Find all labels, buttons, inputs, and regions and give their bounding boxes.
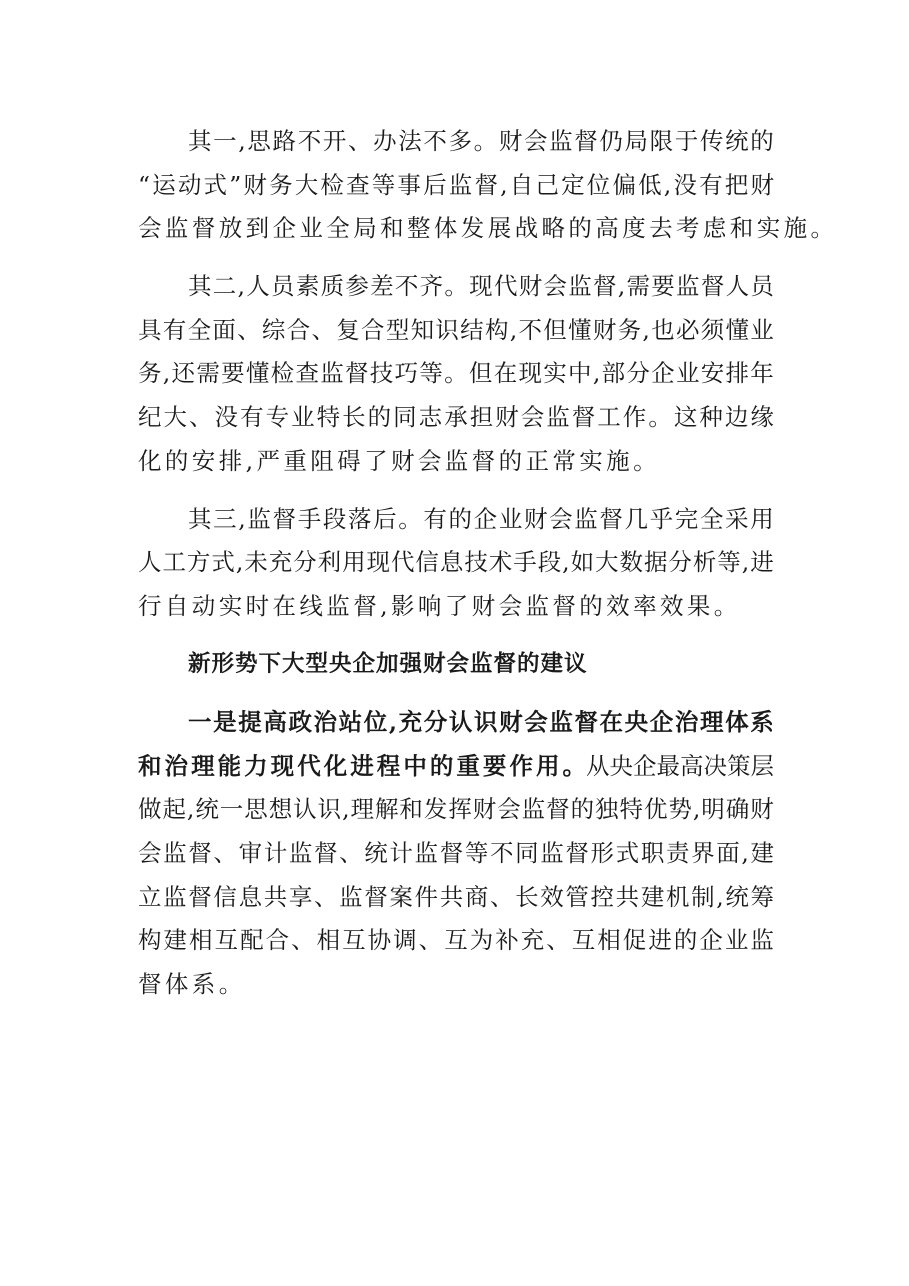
text-line: 其 二 , 人 员 素 质 参 差 不 齐 。 现 代 财 会 监 督 , 需 要 监 督 人 员 xyxy=(188,272,774,301)
paragraph-4-line-7 xyxy=(138,963,774,1007)
paragraph-4-line-1 xyxy=(138,701,774,745)
text-line: 人 工 方 式 , 未 充 分 利 用 现 代 信 息 技 术 手 段 , 如 大 数 据 分 析 等 , 进 xyxy=(138,548,774,577)
text-line-mixed xyxy=(138,745,774,789)
text-line: 构 建 相 互 配 合 、 相 互 协 调 、 互 为 补 充 、 互 相 促 进 的 企 业 监 xyxy=(138,926,774,955)
paragraph-2-line-1 xyxy=(138,265,774,309)
paragraph-4-line-6 xyxy=(138,919,774,963)
text-line: 务 , 还 需 要 懂 检 查 监 督 技 巧 等 。 但 在 现 实 中 , 部 分 企 业 安 排 年 xyxy=(138,359,774,388)
paragraph-2-line-5 xyxy=(138,440,774,484)
text-line: 行自动实时在线监督,影响了财会监督的效率效果。 xyxy=(138,591,741,620)
paragraph-2-line-3 xyxy=(138,352,774,396)
paragraph-1-line-3 xyxy=(138,207,838,251)
text-line: 化的安排,严重阻碍了财会监督的正常实施。 xyxy=(138,446,660,475)
text-line: 其 一 , 思 路 不 开 、 办 法 不 多 。 财 会 监 督 仍 局 限 于 传 统 的 xyxy=(188,127,774,155)
heading-text: 新形势下大型央企加强财会监督的建议 xyxy=(188,651,588,678)
bold-text: 和 治 理 能 力 现 代 化 进 程 中 的 重 要 作 用 。 xyxy=(138,751,586,780)
text-line: 纪 大 、 没 有 专 业 特 长 的 同 志 承 担 财 会 监 督 工 作 。 这 种 边 缘 xyxy=(138,403,774,432)
paragraph-4-line-3 xyxy=(138,788,774,832)
paragraph-3-line-1 xyxy=(138,498,774,542)
text-line: 督体系。 xyxy=(138,969,246,998)
text-line: 其 三 , 监 督 手 段 落 后 。 有 的 企 业 财 会 监 督 几 乎 完 全 采 用 xyxy=(188,504,774,533)
paragraph-3-line-3 xyxy=(138,585,774,629)
paragraph-3-line-2 xyxy=(138,541,774,585)
paragraph-4-line-4 xyxy=(138,832,774,876)
text-line: 具 有 全 面 、 综 合 、 复 合 型 知 识 结 构 , 不 但 懂 财 务 , 也 必 须 懂 业 xyxy=(138,315,774,344)
paragraph-2-line-2 xyxy=(138,309,774,353)
text-line: 做 起 , 统 一 思 想 认 识 , 理 解 和 发 挥 财 会 监 督 的 独 特 优 势 , 明 确 财 xyxy=(138,795,774,824)
text-line: “ 运 动 式 ” 财 务 大 检 查 等 事 后 监 督 , 自 己 定 位 偏 低 , 没 有 把 财 xyxy=(138,170,774,199)
text-line: 立 监 督 信 息 共 享 、 监 督 案 件 共 商 、 长 效 管 控 共 建 机 制 , 统 筹 xyxy=(138,882,774,911)
paragraph-1-line-1 xyxy=(138,120,774,164)
text-line: 会 监 督 、 审 计 监 督 、 统 计 监 督 等 不 同 监 督 形 式 职 责 界 面 , 建 xyxy=(138,838,774,867)
paragraph-4-line-2 xyxy=(138,745,774,789)
document-body xyxy=(138,120,838,1006)
text-line: 一 是 提 高 政 治 站 位 , 充 分 认 识 财 会 监 督 在 央 企 治 理 体 系 xyxy=(188,708,774,737)
regular-text: 从 央 企 最 高 决 策 层 xyxy=(586,751,774,780)
text-line: 会监督放到企业全局和整体发展战略的高度去考虑和实施。 xyxy=(138,214,838,243)
paragraph-4-line-5 xyxy=(138,876,774,920)
section-heading xyxy=(138,643,774,687)
paragraph-2-line-4 xyxy=(138,396,774,440)
paragraph-1-line-2 xyxy=(138,164,774,208)
